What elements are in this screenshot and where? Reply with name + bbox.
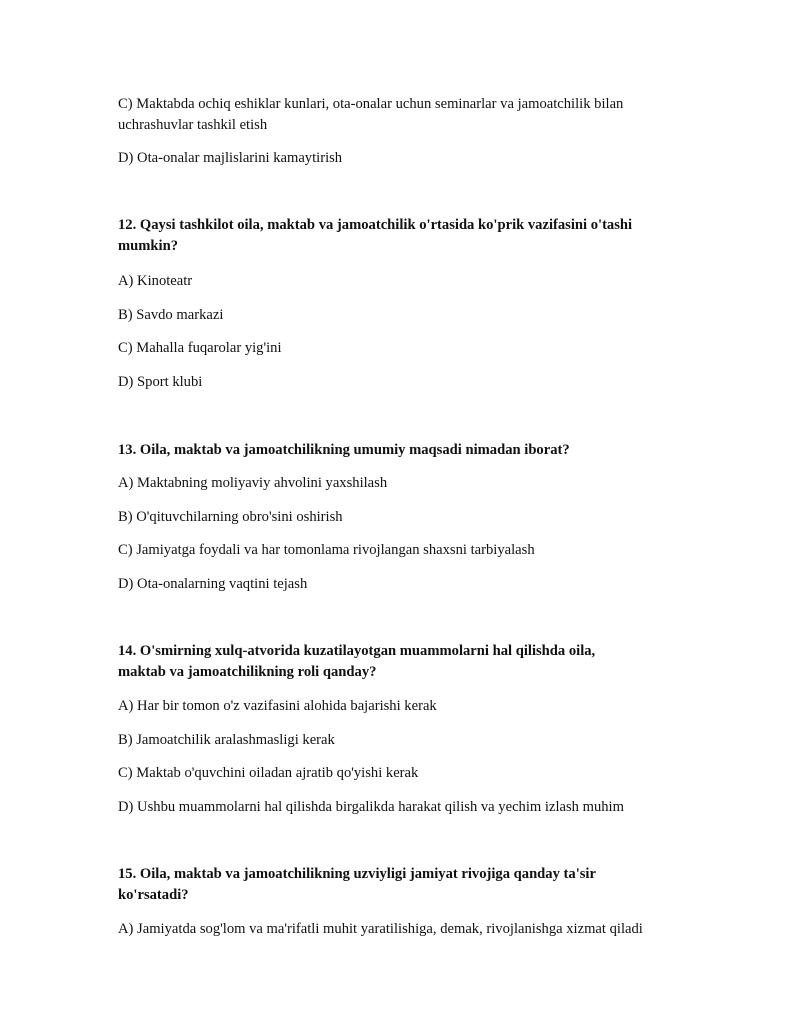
question-15-title-line1: 15. Oila, maktab va jamoatchilikning uzviyligi jamiyat rivojiga qanday ta'sir	[118, 866, 596, 882]
prev-option-c-line1: C) Maktabda ochiq eshiklar kunlari, ota-onalar uchun seminarlar va jamoatchilik bilan	[118, 96, 624, 112]
question-14-option-a: A) Har bir tomon o'z vazifasini alohida bajarishi kerak	[118, 698, 437, 714]
question-14-option-d: D) Ushbu muammolarni hal qilishda birgalikda harakat qilish va yechim izlash muhim	[118, 799, 624, 815]
question-14-title-line1: 14. O'smirning xulq-atvorida kuzatilayotgan muammolarni hal qilishda oila,	[118, 643, 596, 659]
question-12-option-d: D) Sport klubi	[118, 374, 203, 390]
question-14-option-b: B) Jamoatchilik aralashmasligi kerak	[118, 732, 335, 748]
question-15-option-a: A) Jamiyatda sog'lom va ma'rifatli muhit yaratilishiga, demak, rivojlanishga xizmat qiladi	[118, 921, 643, 937]
question-12-option-c: C) Mahalla fuqarolar yig'ini	[118, 340, 282, 356]
question-12-title-line2: mumkin?	[118, 238, 179, 254]
question-15-title-line2: ko'rsatadi?	[118, 887, 189, 903]
prev-option-c-line2: uchrashuvlar tashkil etish	[118, 117, 268, 133]
question-13-option-c: C) Jamiyatga foydali va har tomonlama rivojlangan shaxsni tarbiyalash	[118, 542, 535, 558]
question-12-option-b: B) Savdo markazi	[118, 307, 224, 323]
prev-option-d: D) Ota-onalar majlislarini kamaytirish	[118, 150, 343, 166]
question-12-title-line1: 12. Qaysi tashkilot oila, maktab va jamoatchilik o'rtasida ko'prik vazifasini o'tashi	[118, 217, 633, 233]
question-13-option-a: A) Maktabning moliyaviy ahvolini yaxshilash	[118, 475, 388, 491]
question-12-option-a: A) Kinoteatr	[118, 273, 193, 289]
question-13-title: 13. Oila, maktab va jamoatchilikning umumiy maqsadi nimadan iborat?	[118, 442, 570, 458]
question-13-option-b: B) O'qituvchilarning obro'sini oshirish	[118, 509, 343, 525]
question-14-title-line2: maktab va jamoatchilikning roli qanday?	[118, 664, 377, 680]
question-14-option-c: C) Maktab o'quvchini oiladan ajratib qo'yishi kerak	[118, 765, 419, 781]
question-13-option-d: D) Ota-onalarning vaqtini tejash	[118, 576, 308, 592]
